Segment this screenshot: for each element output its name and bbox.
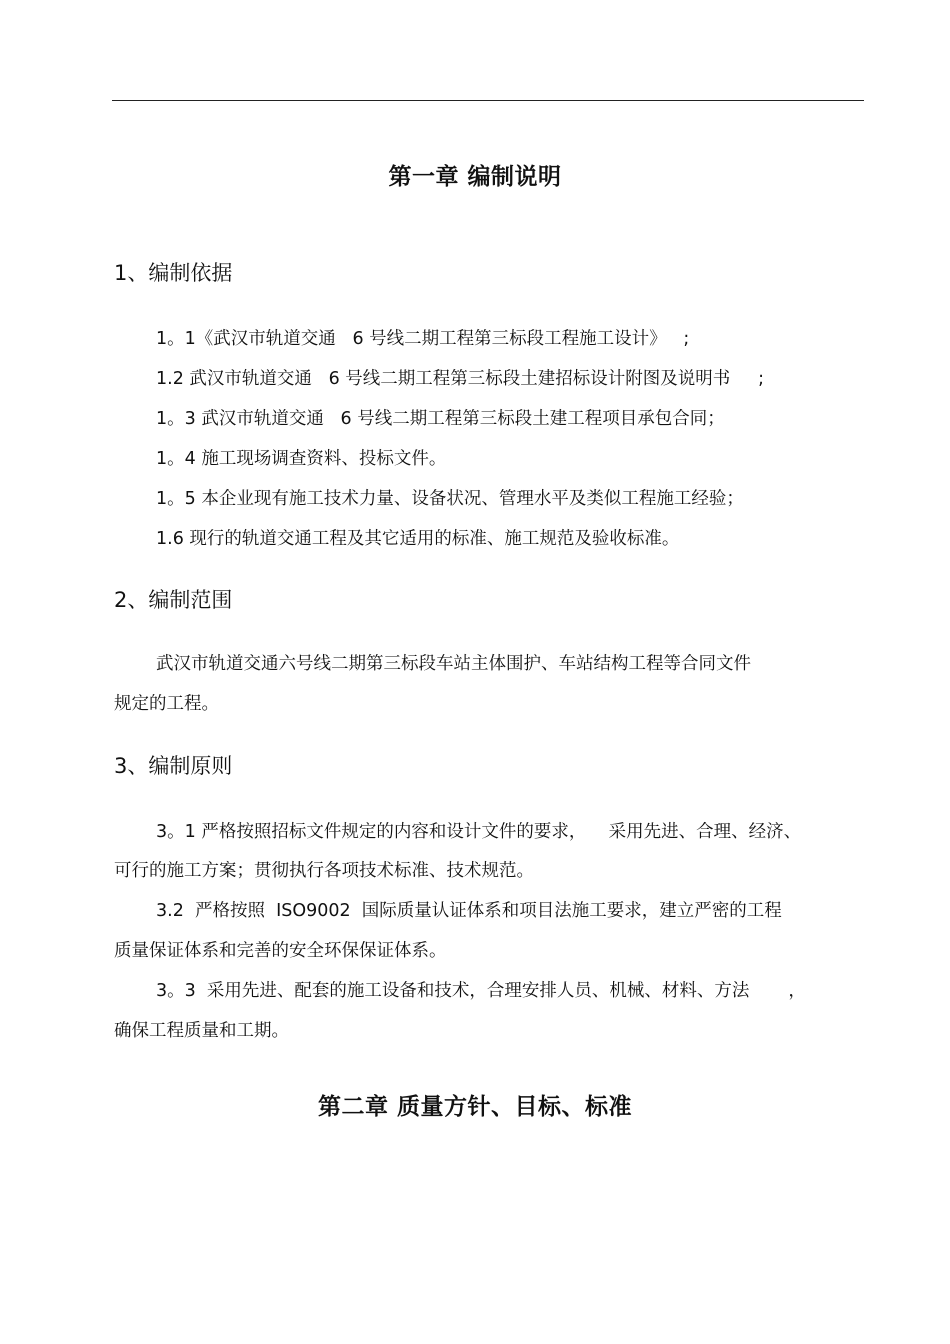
basis-item-4: 1。4 施工现场调查资料、投标文件。 bbox=[156, 449, 447, 469]
principle-3-line-2: 确保工程质量和工期。 bbox=[114, 1021, 289, 1041]
principle-2-line-2: 质量保证体系和完善的安全环保保证体系。 bbox=[114, 941, 447, 961]
principle-1-line-2: 可行的施工方案；贯彻执行各项技术标准、技术规范。 bbox=[114, 861, 534, 881]
principle-2-line-1: 3.2 严格按照 ISO9002 国际质量认证体系和项目法施工要求，建立严密的工程 bbox=[156, 901, 782, 921]
basis-item-3: 1。3 武汉市轨道交通 6 号线二期工程第三标段土建工程项目承包合同； bbox=[156, 409, 725, 429]
section-3-heading: 3、编制原则 bbox=[114, 754, 233, 778]
basis-item-2: 1.2 武汉市轨道交通 6 号线二期工程第三标段土建招标设计附图及说明书 ; bbox=[156, 369, 764, 389]
basis-item-1: 1。1《武汉市轨道交通 6 号线二期工程第三标段工程施工设计》 ; bbox=[156, 329, 690, 349]
principle-1-line-1: 3。1 严格按照招标文件规定的内容和设计文件的要求， 采用先进、合理、经济、 bbox=[156, 822, 802, 842]
scope-paragraph-line-1: 武汉市轨道交通六号线二期第三标段车站主体围护、车站结构工程等合同文件 bbox=[156, 654, 751, 674]
basis-item-6: 1.6 现行的轨道交通工程及其它适用的标准、施工规范及验收标准。 bbox=[156, 529, 680, 549]
basis-item-5: 1。5 本企业现有施工技术力量、设备状况、管理水平及类似工程施工经验； bbox=[156, 489, 744, 509]
chapter-2-title: 第二章 质量方针、目标、标准 bbox=[317, 1094, 632, 1120]
section-1-heading: 1、编制依据 bbox=[114, 261, 233, 285]
principle-3-line-1: 3。3 采用先进、配套的施工设备和技术，合理安排人员、机械、材料、方法 ， bbox=[156, 981, 806, 1001]
scope-paragraph-line-2: 规定的工程。 bbox=[114, 694, 219, 714]
header-rule bbox=[112, 100, 864, 101]
chapter-1-title: 第一章 编制说明 bbox=[388, 164, 562, 190]
section-2-heading: 2、编制范围 bbox=[114, 588, 233, 612]
